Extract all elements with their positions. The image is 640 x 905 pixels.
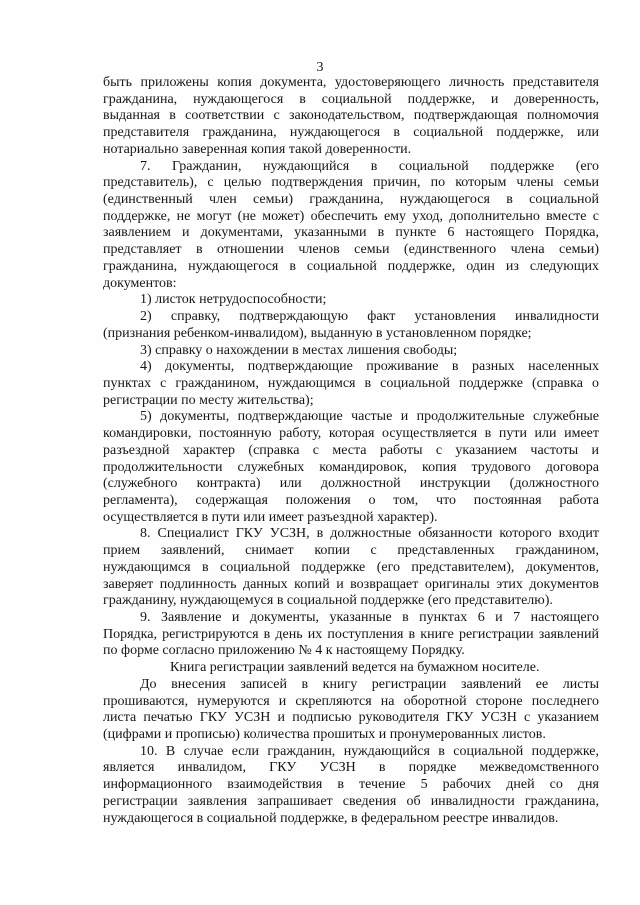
text-line: 5) документы, подтверждающие частые и продолжительные служебные [140, 409, 599, 425]
paragraph-8 [103, 526, 599, 610]
text-line: заявлением и документами, указанными в пункте 6 настоящего Порядка, [103, 225, 599, 241]
text-line: регистрации по месту жительства); [103, 392, 314, 408]
text-line: прием заявлений, снимает копии с представленных гражданином, [103, 543, 599, 559]
paragraph-9 [103, 610, 599, 660]
list-item-1 [103, 292, 599, 309]
text-line: информационного взаимодействия в течение 5 рабочих дней со дня [103, 777, 599, 793]
text-line: прошиваются, нумеруются и скрепляются на оборотной стороне последнего [103, 693, 599, 709]
text-line: гражданина, нуждающегося в социальной поддержке, и доверенность, [103, 91, 599, 107]
text-line: нотариально заверенная копия такой доверенности. [103, 141, 412, 157]
text-line: пунктах с гражданином, нуждающимся в социальной поддержке (справка о [103, 375, 599, 391]
text-line: заверяет подлинность данных копий и возвращает оригиналы этих документов [103, 576, 599, 592]
text-line: гражданина, нуждающегося в социальной поддержке, один из следующих [103, 258, 599, 274]
paragraph-continuation [103, 75, 599, 159]
text-line: листа печатью ГКУ УСЗН и подписью руководителя ГКУ УСЗН с указанием [103, 710, 599, 726]
text-line: осуществляется в пути или имеет разъездной характер). [103, 509, 438, 525]
text-line: 1) листок нетрудоспособности; [140, 292, 327, 308]
text-line: является инвалидом, ГКУ УСЗН в порядке межведомственного [103, 760, 599, 776]
paragraph-10 [103, 744, 599, 828]
text-line: нуждающегося в социальной поддержке, в федеральном реестре инвалидов. [103, 810, 559, 826]
text-line: 4) документы, подтверждающие проживание в разных населенных [140, 359, 599, 375]
text-line: разъездной характер (справка с места работы с указанием частоты и [103, 442, 599, 458]
text-line: по форме согласно приложению № 4 к настоящему Порядку. [103, 643, 465, 659]
text-line: командировки, постоянную работу, которая осуществляется в пути или имеет [103, 426, 599, 442]
text-line: продолжительности служебных командировок, копия трудового договора [103, 459, 599, 475]
text-line: Книга регистрации заявлений ведется на бумажном носителе. [170, 660, 540, 676]
document-body [103, 75, 599, 827]
list-item-3 [103, 343, 599, 360]
text-line: представляет в отношении членов семьи (единственного члена семьи) [103, 242, 599, 258]
paragraph-register-book [103, 660, 599, 677]
text-line: 7. Гражданин, нуждающийся в социальной поддержке (его [140, 158, 599, 174]
paragraph-register-binding [103, 677, 599, 744]
text-line: 9. Заявление и документы, указанные в пунктах 6 и 7 настоящего [140, 610, 599, 625]
text-line: регистрации заявления запрашивает сведения об инвалидности гражданина, [103, 793, 599, 809]
text-line: 3) справку о нахождении в местах лишения свободы; [140, 342, 458, 358]
text-line: (единственный член семьи) гражданина, нуждающегося в социальной [103, 192, 599, 208]
list-item-2 [103, 309, 599, 342]
text-line: (служебного контракта) или должностной инструкции (должностного [103, 476, 599, 492]
text-line: нуждающимся в социальной поддержке (его представителем), документов, [103, 559, 599, 575]
text-line: (признания ребенком-инвалидом), выданную в установленном порядке; [103, 325, 532, 341]
text-line: 2) справку, подтверждающую факт установления инвалидности [140, 309, 599, 325]
text-line: 8. Специалист ГКУ УСЗН, в должностные обязанности которого входит [140, 526, 599, 542]
text-line: регламента), содержащая положения о том, что постоянная работа [103, 492, 599, 508]
page-number: 3 [316, 60, 324, 75]
text-line: представителя гражданина, нуждающегося в социальной поддержке, или [103, 125, 599, 141]
list-item-4 [103, 359, 599, 409]
text-line: документов: [103, 275, 177, 291]
text-line: выданная в соответствии с законодательством, подтверждающая полномочия [103, 108, 599, 124]
text-line: (цифрами и прописью) количества прошитых и пронумерованных листов. [103, 727, 546, 743]
paragraph-7 [103, 159, 599, 293]
text-line: 10. В случае если гражданин, нуждающийся в социальной поддержке, [140, 743, 599, 759]
text-line: гражданину, нуждающемуся в социальной поддержке (его представителю). [103, 593, 553, 609]
list-item-5 [103, 409, 599, 526]
text-line: быть приложены копия документа, удостоверяющего личность представителя [103, 75, 599, 90]
text-line: представитель), с целью подтверждения причин, по которым члены семьи [103, 175, 599, 191]
text-line: До внесения записей в книгу регистрации заявлений ее листы [140, 676, 599, 692]
text-line: поддержке, не могут (не может) обеспечить ему уход, дополнительно вместе с [103, 208, 599, 224]
text-line: Порядка, регистрируются в день их поступления в книге регистрации заявлений [103, 626, 599, 642]
